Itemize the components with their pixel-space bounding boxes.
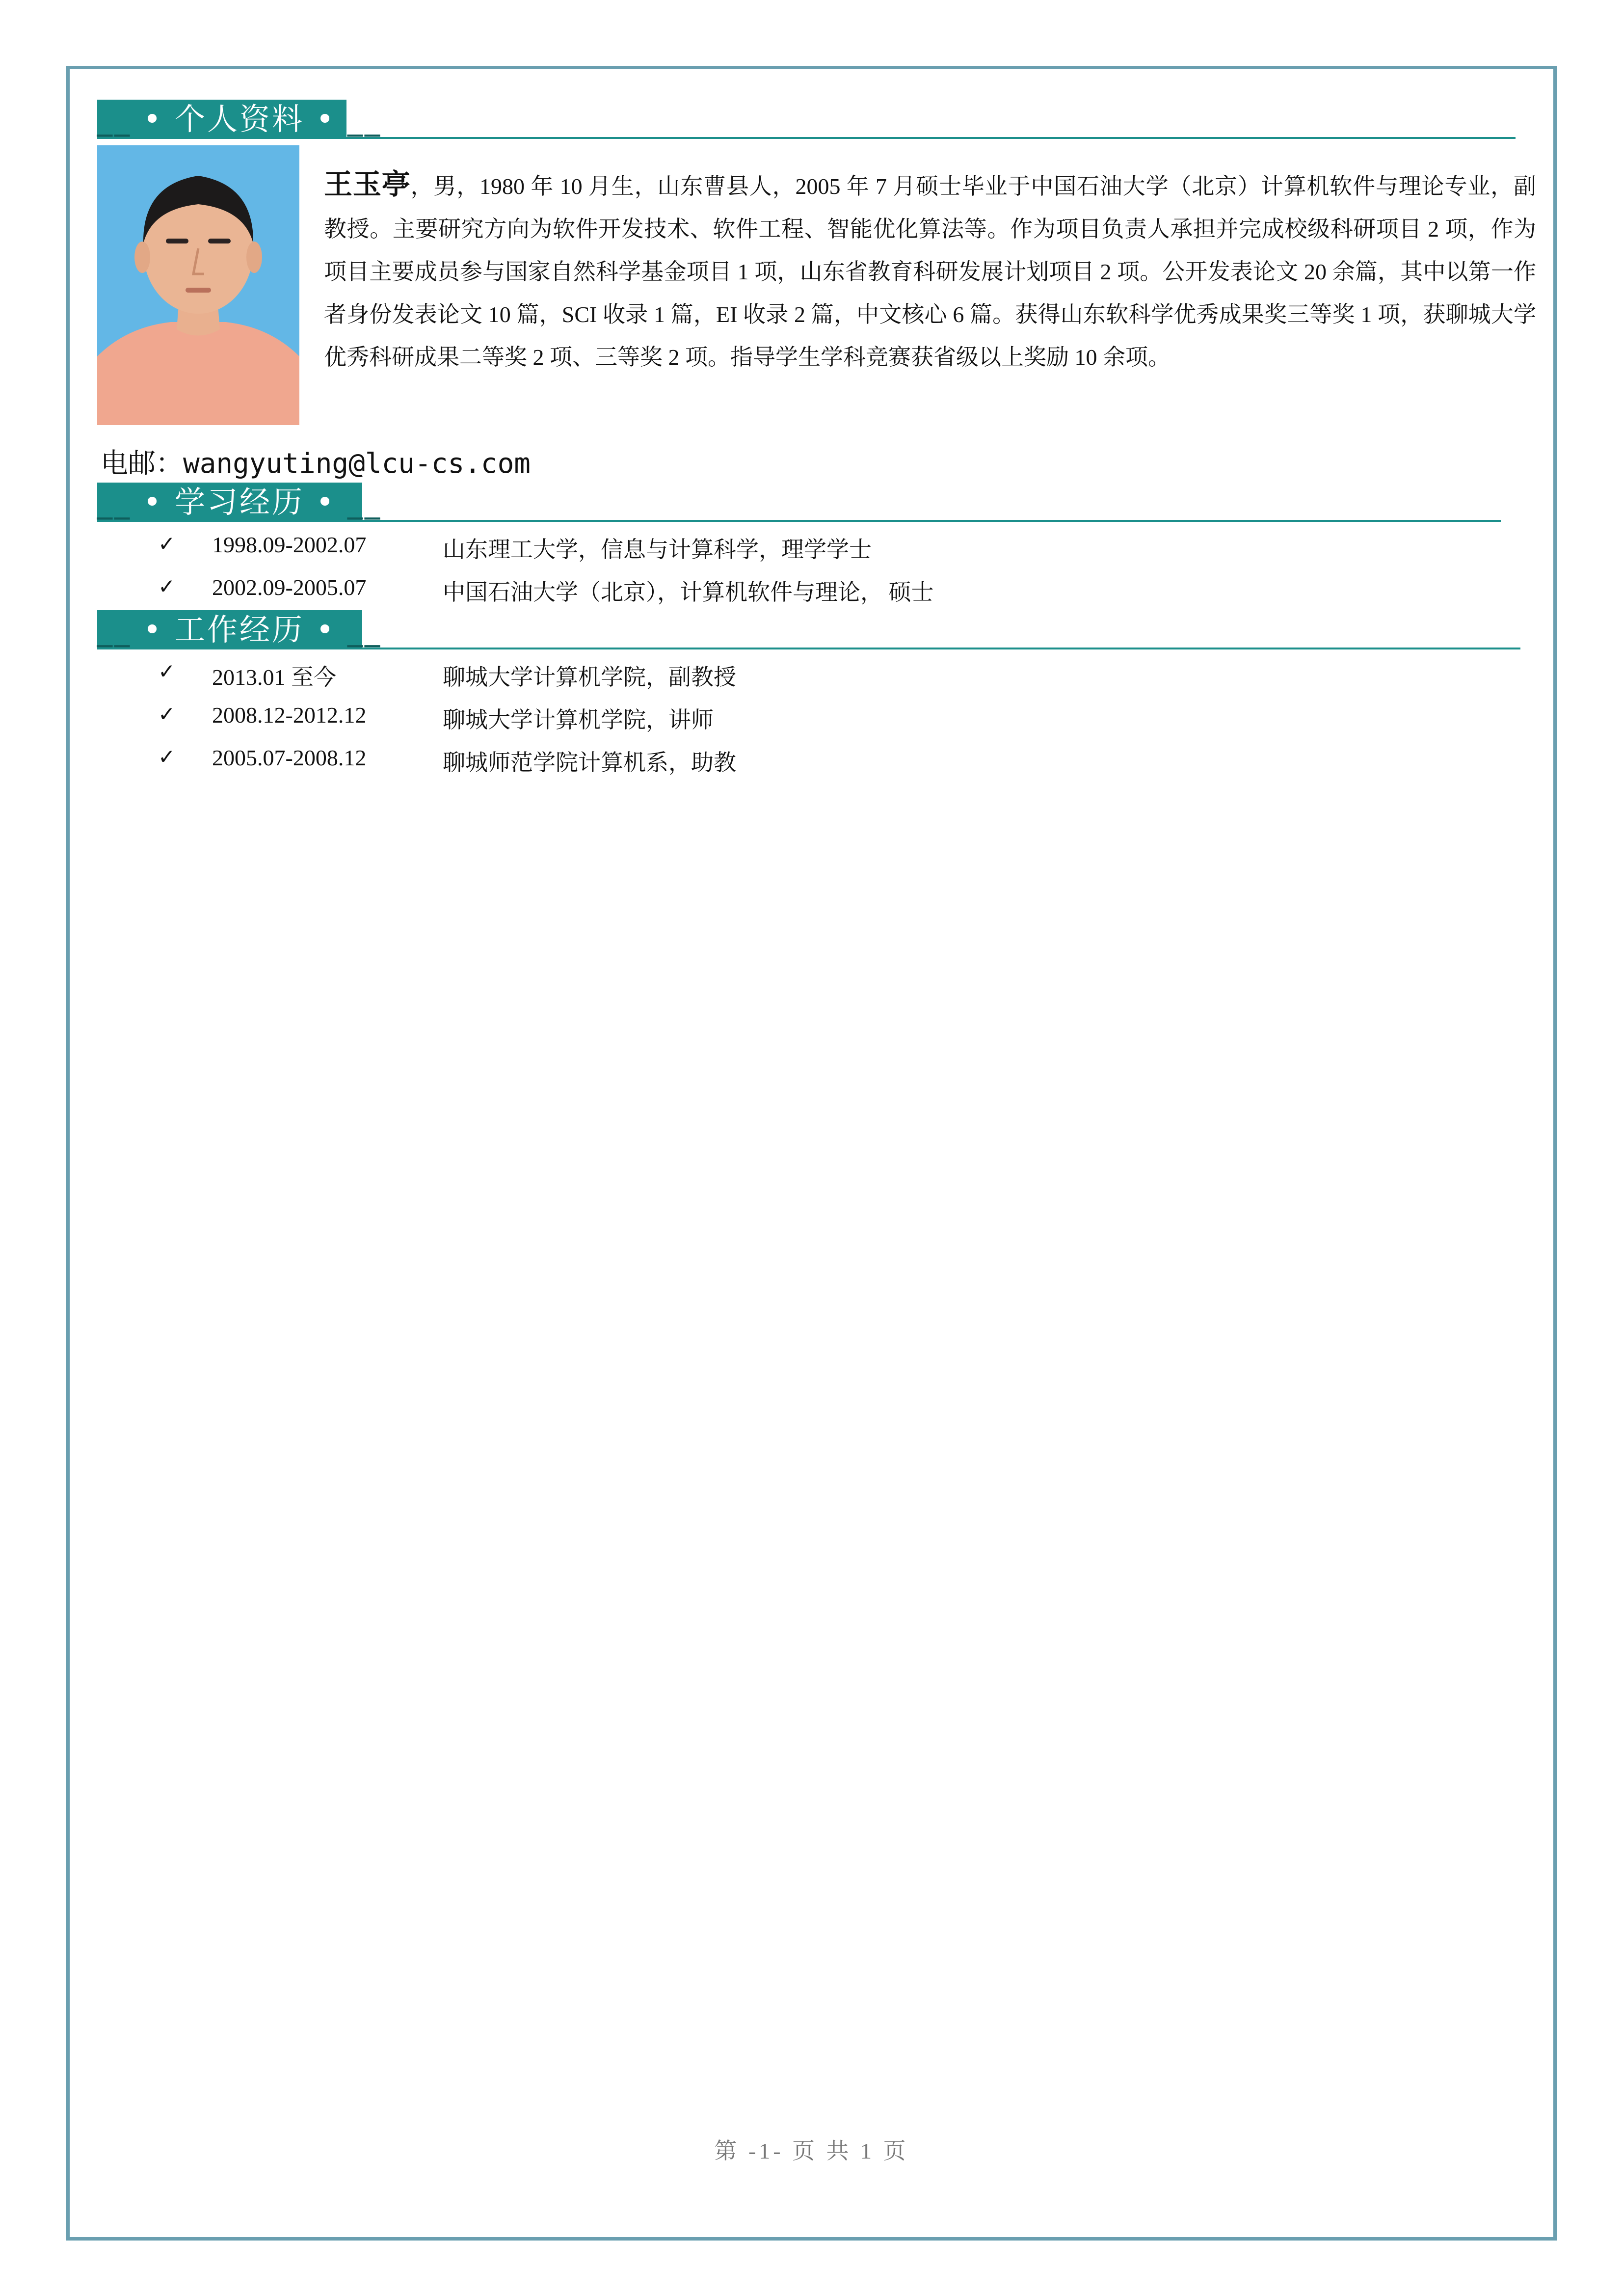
work-desc: 聊城大学计算机学院，副教授 bbox=[443, 665, 736, 690]
work-date: 2008.12-2012.12 bbox=[212, 702, 367, 728]
section-header-profile bbox=[97, 100, 1516, 139]
checkmark-icon: ✓ bbox=[158, 702, 176, 726]
section-header-work bbox=[97, 610, 1520, 649]
work-desc: 聊城大学计算机学院，讲师 bbox=[443, 707, 714, 732]
section-header-education bbox=[97, 483, 1501, 522]
education-date: 2002.09-2005.07 bbox=[212, 575, 367, 600]
section-rule bbox=[362, 520, 1501, 522]
education-desc: 山东理工大学，信息与计算科学，理学学士 bbox=[443, 537, 872, 562]
section-tab-work: __ • 工作经历 • __ bbox=[97, 610, 362, 649]
checkmark-icon: ✓ bbox=[158, 659, 176, 683]
contact-email bbox=[101, 442, 531, 481]
section-title-education: 学习经历 bbox=[175, 484, 305, 520]
page-footer: 第 -1- 页 共 1 页 bbox=[714, 2138, 909, 2163]
work-desc: 聊城师范学院计算机系，助教 bbox=[443, 750, 736, 775]
education-date: 1998.09-2002.07 bbox=[212, 532, 367, 557]
section-title-work: 工作经历 bbox=[175, 612, 305, 648]
email-address[interactable]: wangyuting@lcu-cs.com bbox=[183, 448, 531, 480]
bio-text: ，男，1980 年 10 月生，山东曹县人，2005 年 7 月硕士毕业于中国石油大学（北京）计算机软件与理论专业，副教授。主要研究方向为软件开发技术、软件工程、智能优化算法等。作为项目负责人承担并完成校级科研项目 2 项，作为项目主要成员参与国家自然科学基金项目 1 项，山东省教育科研发展计划项目 2 项。公开发表论文 20 余篇，其中以第一作者身份发表论文 10 篇，SCI 收录 1 篇，EI 收录 2 篇，中文核心 6 篇。获得山东软科学优秀成果奖三等奖 1 项，获聊城大学优秀科研成果二等奖 2 项、三等奖 2 项。指导学生学科竞赛获省级以上奖励 10 余项。 bbox=[324, 174, 1536, 370]
checkmark-icon: ✓ bbox=[158, 745, 176, 769]
person-portrait-image bbox=[97, 145, 299, 425]
checkmark-icon: ✓ bbox=[158, 574, 176, 598]
section-rule bbox=[362, 648, 1520, 649]
section-title-profile: 个人资料 bbox=[175, 101, 305, 137]
section-tab-education: __ • 学习经历 • __ bbox=[97, 483, 362, 522]
profile-bio bbox=[324, 163, 1536, 378]
work-date: 2005.07-2008.12 bbox=[212, 745, 367, 770]
profile-photo bbox=[97, 145, 299, 425]
section-tab-profile: __ • 个人资料 • __ bbox=[97, 100, 346, 139]
email-label: 电邮： bbox=[101, 448, 183, 480]
section-rule bbox=[346, 137, 1516, 139]
person-name: 王玉亭 bbox=[324, 167, 411, 201]
checkmark-icon: ✓ bbox=[158, 532, 176, 556]
education-desc: 中国石油大学（北京），计算机软件与理论， 硕士 bbox=[443, 580, 934, 605]
work-date: 2013.01 至今 bbox=[212, 665, 336, 690]
